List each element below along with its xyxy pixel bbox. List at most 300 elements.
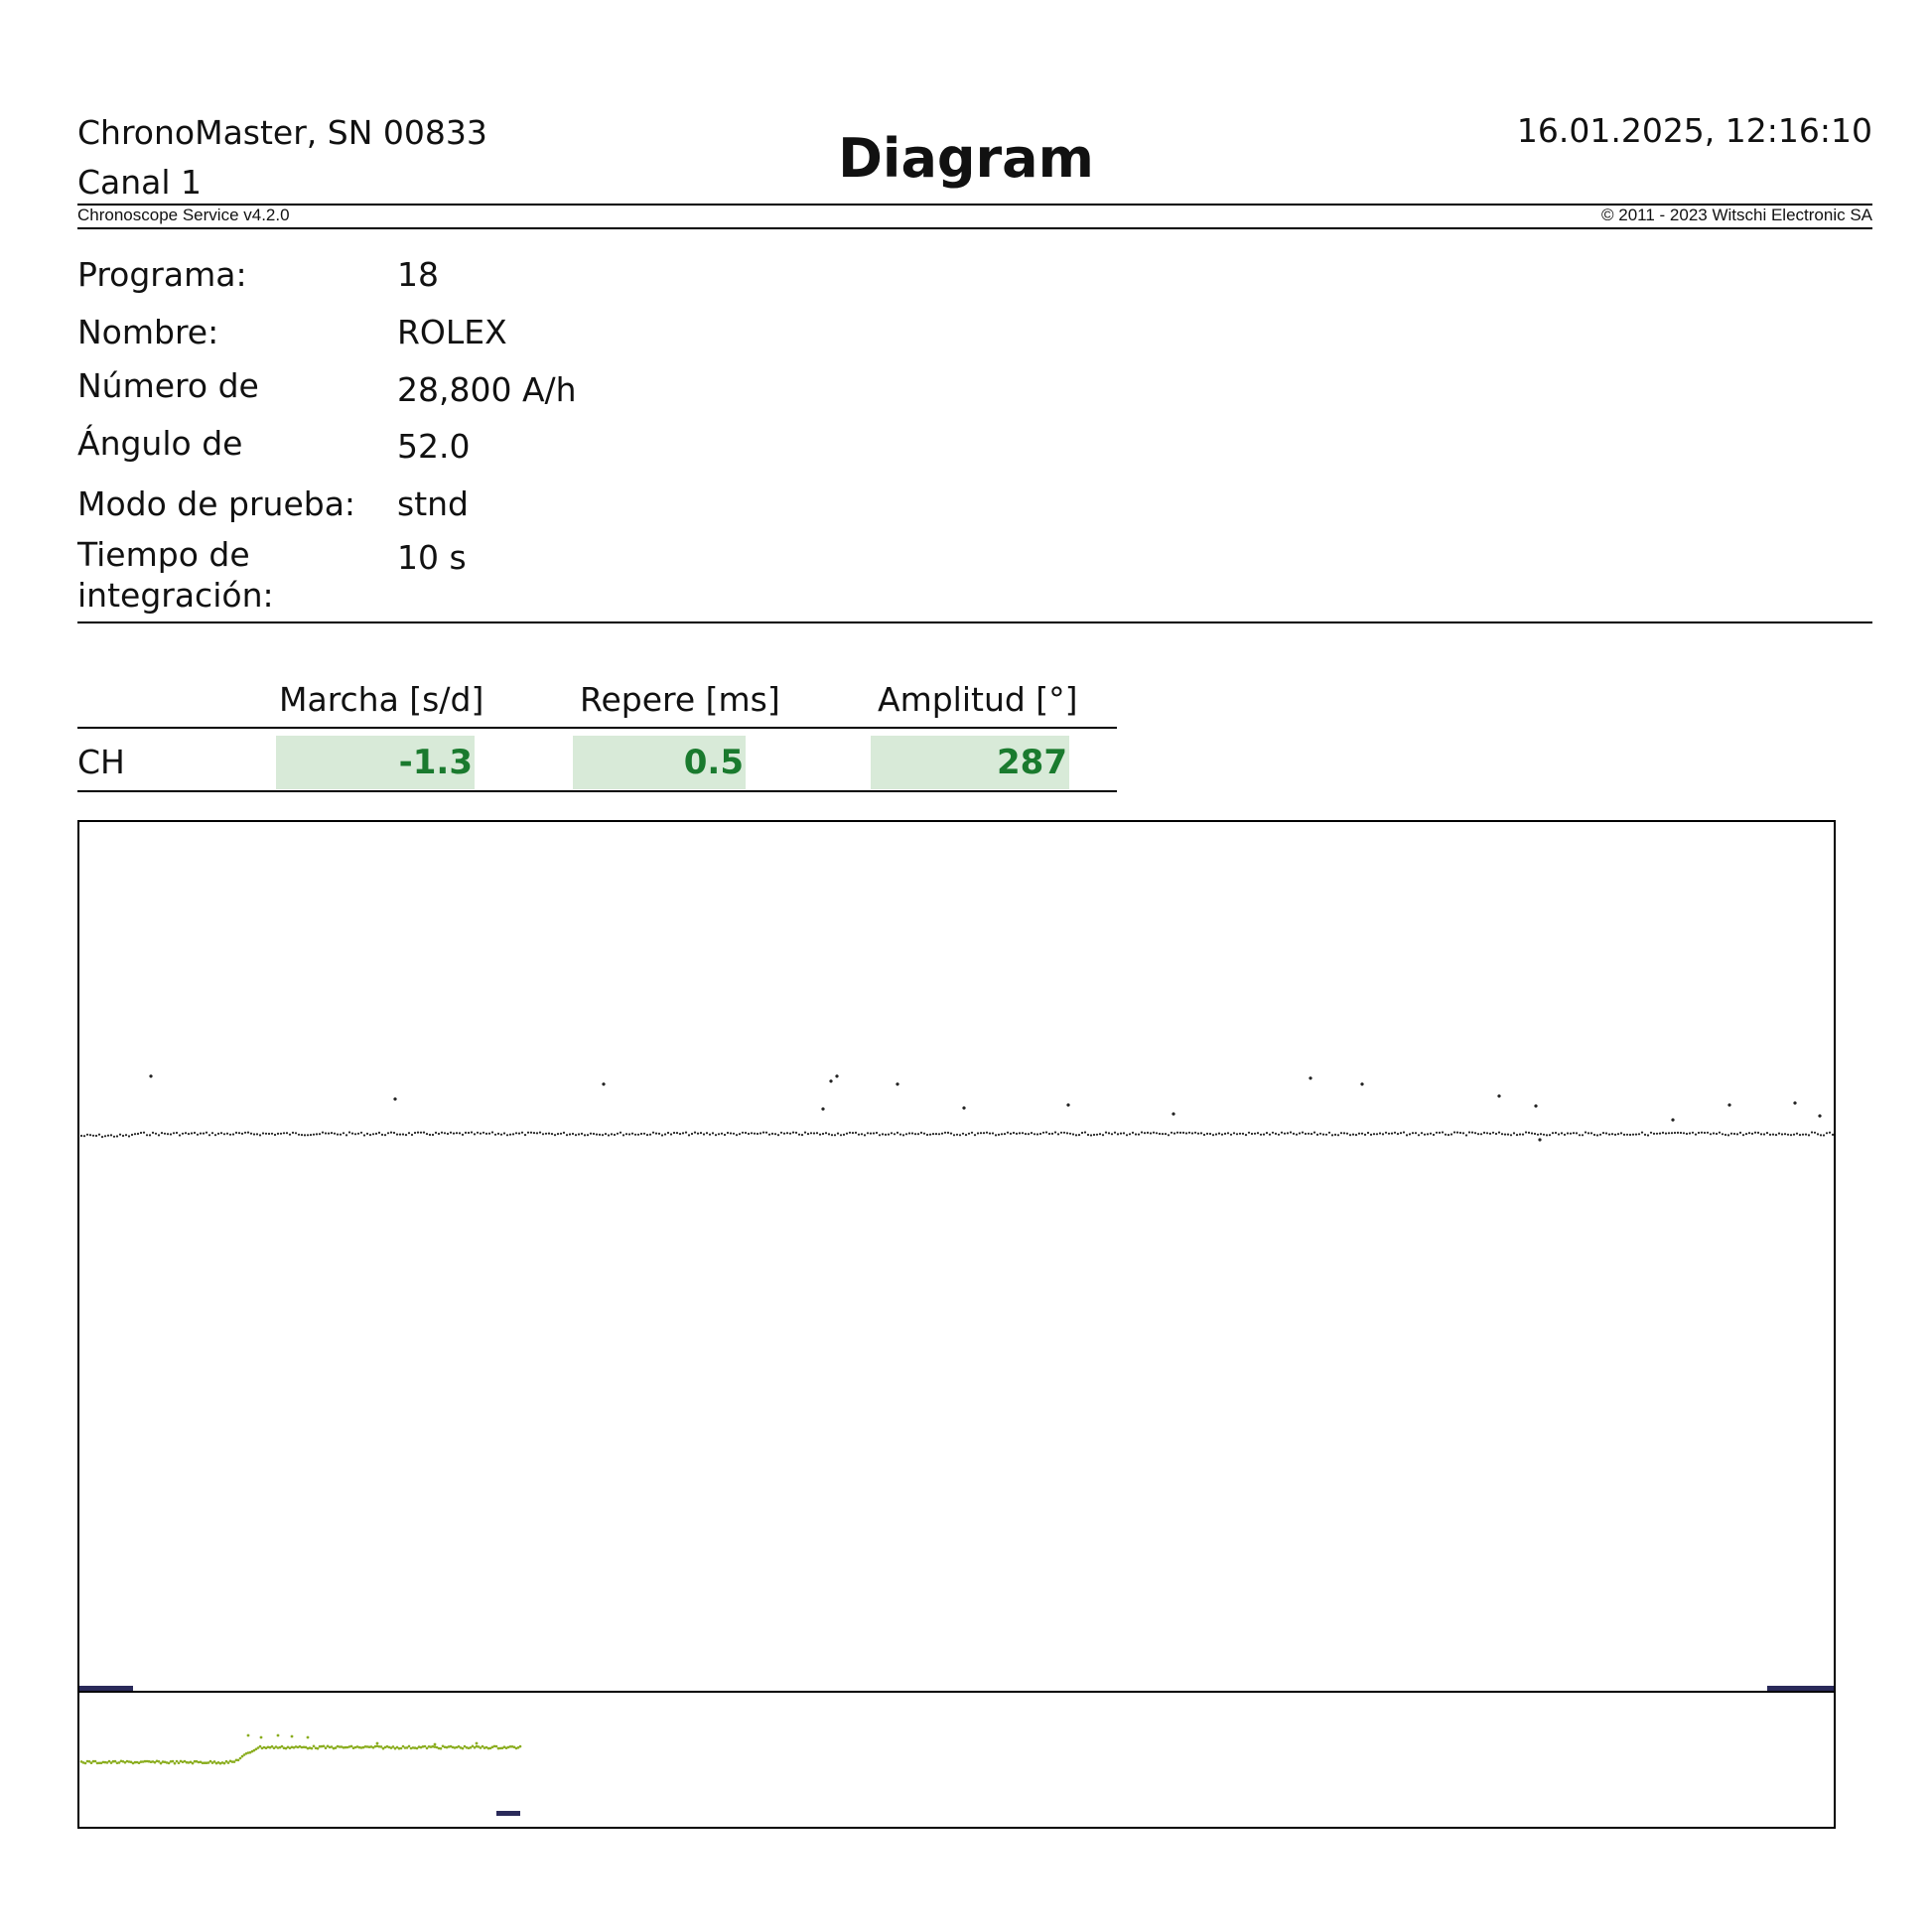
trace-point <box>456 1132 458 1134</box>
trace-point <box>706 1132 708 1134</box>
trace-point <box>1150 1132 1152 1134</box>
trace-point <box>959 1134 961 1136</box>
trace-point <box>1507 1134 1509 1136</box>
trace-point <box>462 1134 464 1136</box>
trace-point <box>1299 1132 1301 1134</box>
trace-point <box>405 1134 407 1136</box>
trace-point <box>271 1133 273 1135</box>
trace-point <box>1322 1134 1324 1136</box>
trace-point <box>161 1132 163 1134</box>
trace-point <box>1010 1133 1012 1135</box>
trace-point <box>1462 1132 1464 1134</box>
trace-point <box>530 1132 532 1134</box>
trace-point <box>748 1133 750 1135</box>
trace-point <box>1269 1134 1271 1136</box>
trace-point <box>1430 1133 1432 1135</box>
trace-point <box>203 1133 205 1135</box>
trace-point <box>295 1132 297 1134</box>
trace-point <box>1316 1134 1318 1136</box>
trace-point <box>1054 1131 1056 1133</box>
trace-point <box>1078 1134 1080 1136</box>
trace-point <box>1713 1132 1715 1134</box>
trace-point <box>1260 1134 1262 1136</box>
trace-point <box>625 1133 627 1135</box>
trace-point <box>1790 1134 1792 1136</box>
trace-point <box>200 1133 202 1135</box>
trace-point <box>238 1132 240 1134</box>
trace-point <box>509 1134 511 1136</box>
trace-point <box>1766 1132 1768 1134</box>
trace-point <box>1635 1134 1637 1136</box>
trace-point <box>1313 1132 1315 1134</box>
outlier-point <box>1727 1103 1730 1106</box>
trace-point <box>593 1133 595 1135</box>
trace-point <box>721 1133 723 1135</box>
trace-point <box>992 1132 994 1134</box>
outlier-point <box>1066 1103 1069 1106</box>
trace-point <box>885 1134 887 1136</box>
trace-point <box>98 1134 100 1136</box>
trace-point <box>1126 1134 1128 1136</box>
trace-point <box>1340 1132 1342 1134</box>
trace-point <box>1519 1133 1521 1135</box>
trace-point <box>980 1132 982 1134</box>
trace-point <box>1424 1134 1426 1136</box>
trace-point <box>1275 1133 1277 1135</box>
trace-point <box>563 1132 565 1134</box>
trace-point <box>715 1134 717 1136</box>
trace-point <box>143 1132 145 1134</box>
outlier-point <box>602 1082 605 1085</box>
trace-point <box>1090 1134 1092 1136</box>
trace-point <box>1132 1132 1134 1134</box>
trace-point <box>1590 1132 1592 1134</box>
trace-point <box>926 1134 928 1136</box>
trace-point <box>506 1134 508 1136</box>
trace-point <box>1057 1133 1059 1135</box>
trace-point <box>542 1133 544 1135</box>
trace-point <box>771 1133 773 1135</box>
amplitude-point <box>227 1761 230 1764</box>
trace-point <box>1111 1133 1113 1135</box>
amplitude-outlier <box>307 1736 310 1739</box>
trace-point <box>858 1134 860 1136</box>
trace-point <box>328 1133 330 1135</box>
trace-point <box>518 1133 520 1135</box>
trace-point <box>423 1132 425 1134</box>
trace-point <box>334 1133 336 1135</box>
trace-point <box>551 1133 553 1135</box>
trace-point <box>301 1134 303 1136</box>
trace-point <box>1367 1132 1369 1134</box>
trace-point <box>667 1132 669 1134</box>
trace-point <box>134 1133 136 1135</box>
trace-point <box>682 1132 684 1134</box>
trace-point <box>1599 1134 1601 1136</box>
amplitude-point <box>311 1747 314 1750</box>
trace-point <box>1185 1132 1187 1134</box>
outlier-point <box>393 1097 396 1100</box>
trace-point <box>911 1132 913 1134</box>
trace-point <box>870 1133 872 1135</box>
trace-point <box>1504 1134 1506 1136</box>
trace-point <box>762 1132 764 1134</box>
trace-point <box>1769 1134 1771 1136</box>
trace-point <box>1564 1134 1566 1136</box>
trace-point <box>152 1132 154 1134</box>
trace-point <box>1456 1132 1458 1134</box>
trace-point <box>494 1134 496 1136</box>
trace-point <box>703 1133 705 1135</box>
trace-point <box>1025 1133 1027 1135</box>
params-rule <box>77 621 1872 623</box>
trace-point <box>989 1133 991 1135</box>
trace-point <box>759 1132 761 1134</box>
outlier-point <box>1818 1114 1821 1117</box>
trace-point <box>1224 1133 1226 1135</box>
trace-point <box>417 1132 419 1134</box>
trace-point <box>378 1132 380 1134</box>
trace-point <box>119 1134 121 1136</box>
trace-point <box>1620 1132 1622 1134</box>
trace-point <box>319 1133 321 1135</box>
trace-point <box>1459 1132 1461 1134</box>
trace-point <box>1528 1132 1530 1134</box>
trace-point <box>280 1133 282 1135</box>
trace-point <box>1281 1132 1283 1134</box>
amplitude-outlier <box>277 1734 280 1737</box>
trace-point <box>1641 1132 1643 1134</box>
trace-point <box>640 1133 642 1135</box>
trace-point <box>1489 1133 1491 1135</box>
trace-point <box>244 1132 246 1134</box>
trace-point <box>158 1134 160 1136</box>
rate-value: -1.3 <box>276 736 475 789</box>
trace-point <box>146 1134 148 1136</box>
trace-point <box>1751 1133 1753 1135</box>
outlier-point <box>1497 1094 1500 1097</box>
trace-point <box>1182 1132 1184 1134</box>
amplitude-point <box>424 1745 427 1748</box>
trace-point <box>783 1133 785 1135</box>
trace-point <box>1802 1134 1804 1136</box>
trace-point <box>1632 1134 1634 1136</box>
trace-point <box>1343 1132 1345 1134</box>
trace-point <box>1129 1133 1131 1135</box>
table-rule-bottom <box>77 790 1117 792</box>
trace-point <box>1787 1134 1789 1136</box>
trace-point <box>1361 1133 1363 1135</box>
trace-point <box>450 1132 452 1134</box>
trace-point <box>777 1134 779 1136</box>
trace-point <box>1698 1132 1700 1134</box>
trace-point <box>191 1132 193 1134</box>
trace-point <box>1028 1133 1030 1135</box>
trace-point <box>1701 1132 1703 1134</box>
trace-point <box>548 1133 550 1135</box>
trace-point <box>1730 1133 1732 1135</box>
outlier-point <box>1172 1112 1174 1115</box>
trace-point <box>983 1132 985 1134</box>
trace-point <box>685 1132 687 1134</box>
trace-point <box>1707 1132 1709 1134</box>
trace-point <box>1674 1132 1676 1134</box>
outlier-point <box>835 1074 838 1077</box>
amplitude-point <box>213 1760 216 1763</box>
trace-point <box>852 1132 854 1134</box>
trace-point <box>182 1133 184 1135</box>
trace-point <box>331 1132 333 1134</box>
trace-point <box>1159 1133 1161 1135</box>
diagram-plot <box>77 820 1836 1829</box>
trace-point <box>974 1134 976 1136</box>
trace-point <box>131 1134 133 1136</box>
trace-point <box>390 1132 392 1134</box>
trace-point <box>483 1132 484 1134</box>
trace-point <box>1576 1132 1578 1134</box>
copyright: © 2011 - 2023 Witschi Electronic SA <box>1601 206 1872 224</box>
trace-point <box>1355 1134 1357 1136</box>
trace-point <box>1793 1134 1795 1136</box>
trace-point <box>1245 1134 1247 1136</box>
trace-point <box>709 1134 711 1136</box>
outlier-point <box>1309 1076 1311 1079</box>
trace-point <box>789 1133 791 1135</box>
trace-point <box>1820 1134 1822 1136</box>
trace-point <box>923 1133 925 1135</box>
trace-point <box>164 1133 166 1135</box>
trace-point <box>1778 1133 1780 1135</box>
trace-point <box>1039 1133 1041 1135</box>
outlier-point <box>896 1082 898 1085</box>
trace-point <box>736 1134 738 1136</box>
amplitude-point <box>392 1745 395 1748</box>
trace-point <box>447 1133 449 1135</box>
trace-point <box>1573 1132 1575 1134</box>
param-value-name: ROLEX <box>397 313 507 351</box>
trace-point <box>1510 1134 1512 1136</box>
trace-point <box>596 1134 598 1136</box>
trace-point <box>226 1133 228 1135</box>
amplitude-outlier <box>291 1735 294 1738</box>
trace-point <box>1328 1132 1330 1134</box>
trace-point <box>795 1132 797 1134</box>
trace-point <box>185 1132 187 1134</box>
amplitude-point <box>323 1745 326 1748</box>
trace-point <box>724 1134 726 1136</box>
amplitude-point <box>350 1745 353 1748</box>
trace-point <box>1665 1133 1667 1135</box>
trace-point <box>998 1134 1000 1136</box>
trace-point <box>590 1133 592 1135</box>
amplitude-point <box>237 1759 240 1762</box>
trace-point <box>1212 1134 1214 1136</box>
trace-point <box>1400 1132 1402 1134</box>
trace-point <box>1450 1133 1452 1135</box>
trace-point <box>1296 1134 1298 1136</box>
trace-point <box>539 1132 541 1134</box>
trace-point <box>1373 1133 1375 1135</box>
trace-point <box>849 1132 851 1134</box>
amplitude-point <box>462 1747 465 1750</box>
trace-point <box>1349 1134 1351 1136</box>
trace-point <box>664 1133 666 1135</box>
trace-point <box>1727 1134 1729 1136</box>
trace-point <box>438 1133 440 1135</box>
trace-point <box>1689 1132 1691 1134</box>
trace-point <box>840 1134 842 1136</box>
trace-point <box>1477 1133 1479 1135</box>
trace-point <box>316 1133 318 1135</box>
trace-point <box>1284 1133 1286 1135</box>
device-name: ChronoMaster, SN 00833 <box>77 113 487 152</box>
trace-point <box>375 1133 377 1135</box>
trace-point <box>608 1134 610 1136</box>
trace-point <box>268 1133 270 1135</box>
trace-point <box>897 1132 898 1134</box>
trace-point <box>1522 1134 1524 1136</box>
trace-point <box>733 1133 735 1135</box>
datetime: 16.01.2025, 12:16:10 <box>1516 111 1872 150</box>
trace-point <box>1623 1134 1625 1136</box>
trace-point <box>1629 1134 1631 1136</box>
amplitude-outlier <box>434 1743 437 1746</box>
trace-point <box>1031 1132 1033 1134</box>
trace-point <box>801 1134 803 1136</box>
trace-point <box>170 1133 172 1135</box>
trace-point <box>1823 1134 1825 1136</box>
trace-point <box>572 1133 574 1135</box>
trace-point <box>1439 1132 1441 1134</box>
trace-point <box>986 1132 988 1134</box>
trace-point <box>1540 1133 1542 1135</box>
amplitude-point <box>94 1760 97 1763</box>
trace-point <box>497 1133 499 1135</box>
trace-point <box>1811 1131 1813 1133</box>
trace-point <box>611 1133 613 1135</box>
trace-point <box>1582 1134 1584 1136</box>
channel-label: Canal 1 <box>77 163 203 202</box>
trace-point <box>617 1133 619 1135</box>
trace-point <box>208 1134 210 1136</box>
trace-point <box>1287 1132 1289 1134</box>
trace-point <box>891 1132 893 1134</box>
amplitude-point <box>192 1762 195 1765</box>
trace-point <box>1406 1134 1408 1136</box>
trace-point <box>1117 1133 1119 1135</box>
trace-point <box>1165 1133 1167 1135</box>
trace-point <box>1739 1132 1741 1134</box>
diagram-svg <box>79 822 1834 1827</box>
amplitude-point <box>313 1745 316 1748</box>
trace-point <box>176 1132 178 1134</box>
trace-point <box>1197 1133 1199 1135</box>
trace-point <box>1168 1134 1170 1136</box>
trace-point <box>1063 1132 1065 1134</box>
trace-point <box>1775 1134 1777 1136</box>
trace-point <box>837 1133 839 1135</box>
trace-point <box>628 1133 630 1135</box>
trace-point <box>197 1134 199 1136</box>
trace-point <box>1099 1133 1101 1135</box>
trace-point <box>1209 1133 1211 1135</box>
trace-point <box>545 1133 547 1135</box>
trace-point <box>1013 1132 1015 1134</box>
trace-point <box>688 1134 690 1136</box>
trace-point <box>1570 1133 1572 1135</box>
trace-point <box>757 1133 759 1135</box>
trace-point <box>1022 1132 1024 1134</box>
trace-point <box>441 1132 443 1134</box>
trace-point <box>1191 1132 1193 1134</box>
trace-point <box>1352 1134 1354 1136</box>
trace-point <box>888 1134 890 1136</box>
trace-point <box>1483 1132 1485 1134</box>
trace-point <box>426 1133 428 1135</box>
marker-left <box>79 1686 133 1691</box>
trace-point <box>1382 1133 1384 1135</box>
amplitude-outlier <box>260 1736 263 1739</box>
param-label-beat-rate: Número de <box>77 366 259 405</box>
amplitude-outlier <box>376 1742 379 1745</box>
trace-point <box>468 1132 470 1134</box>
trace-point <box>614 1134 616 1136</box>
trace-point <box>694 1132 696 1134</box>
trace-point <box>348 1131 350 1133</box>
trace-point <box>387 1132 389 1134</box>
trace-point <box>411 1134 413 1136</box>
trace-point <box>569 1133 571 1135</box>
trace-point <box>1215 1133 1217 1135</box>
trace-point <box>491 1131 493 1133</box>
trace-point <box>774 1133 776 1135</box>
trace-point <box>902 1134 904 1136</box>
beat-error-value: 0.5 <box>573 736 746 789</box>
trace-point <box>1016 1133 1018 1135</box>
trace-point <box>873 1132 875 1134</box>
trace-point <box>831 1134 833 1136</box>
trace-point <box>1236 1133 1238 1135</box>
trace-point <box>471 1131 473 1133</box>
trace-point <box>1567 1132 1569 1134</box>
trace-point <box>1233 1132 1235 1134</box>
trace-point <box>950 1133 952 1135</box>
trace-point <box>804 1132 806 1134</box>
trace-point <box>670 1133 672 1135</box>
trace-point <box>1525 1131 1527 1133</box>
trace-point <box>92 1135 94 1137</box>
trace-point <box>1227 1132 1229 1134</box>
trace-point <box>712 1132 714 1134</box>
amplitude-point <box>223 1762 226 1765</box>
trace-point <box>1144 1132 1146 1134</box>
trace-point <box>1311 1133 1312 1135</box>
trace-point <box>882 1133 884 1135</box>
trace-point <box>1278 1134 1280 1136</box>
trace-point <box>786 1132 788 1134</box>
trace-point <box>1608 1134 1610 1136</box>
trace-point <box>188 1133 190 1135</box>
trace-point <box>402 1133 404 1135</box>
trace-point <box>399 1134 401 1136</box>
param-value-lift-angle: 52.0 <box>397 427 471 466</box>
trace-point <box>971 1132 973 1134</box>
trace-point <box>727 1132 729 1134</box>
trace-point <box>637 1134 639 1136</box>
trace-point <box>1546 1134 1548 1136</box>
outlier-point <box>962 1106 965 1109</box>
trace-point <box>1561 1132 1563 1134</box>
